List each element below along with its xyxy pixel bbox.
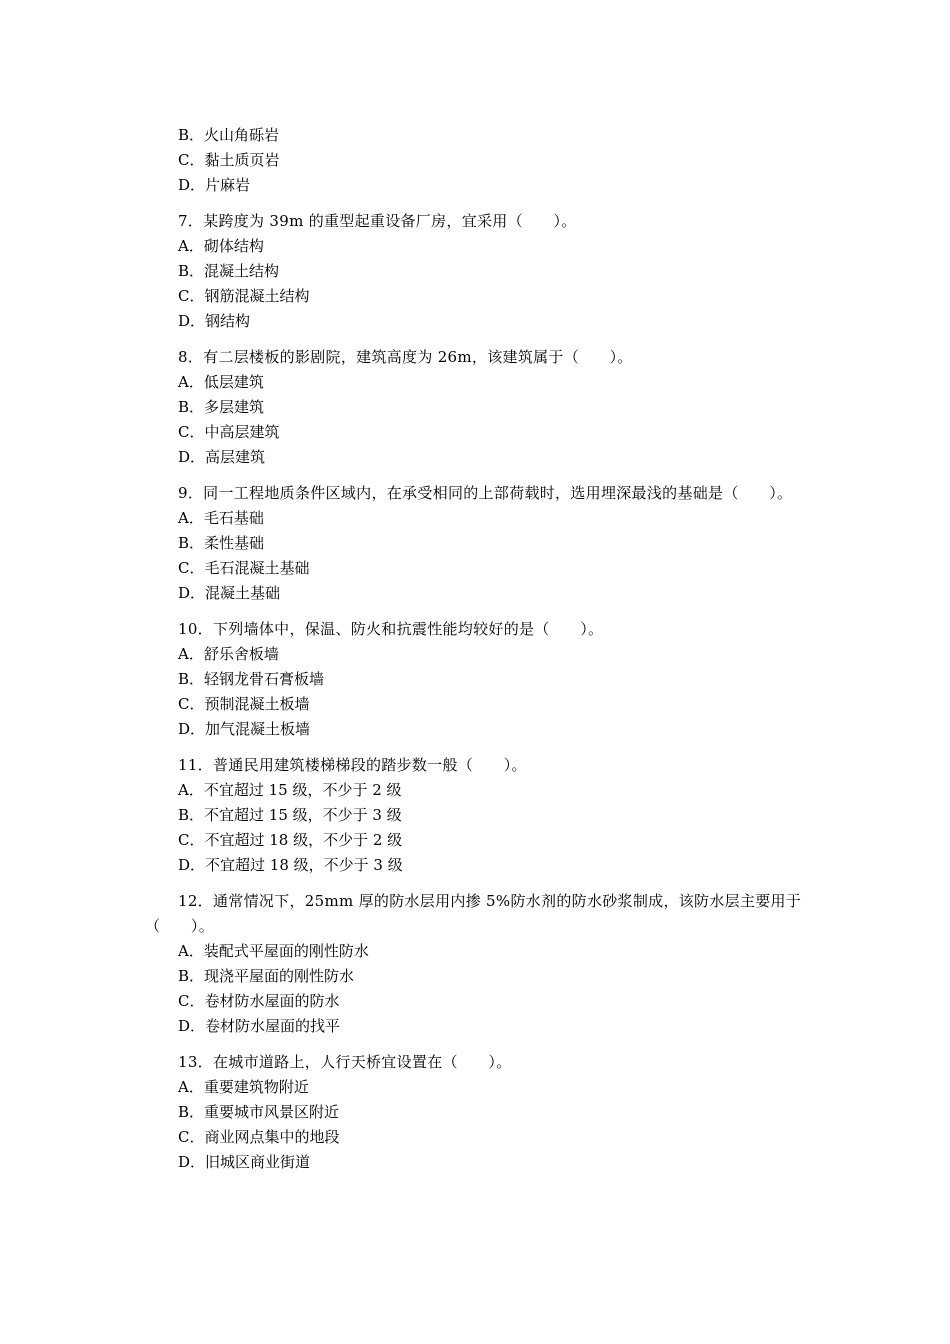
option-d: D．片麻岩 [178, 176, 251, 194]
option-d: D．钢结构 [178, 312, 251, 330]
option-c: C．中高层建筑 [178, 423, 280, 441]
option-c: C．预制混凝土板墙 [178, 695, 310, 713]
option-a: A．装配式平屋面的刚性防水 [178, 942, 369, 960]
question-stem: 8．有二层楼板的影剧院，建筑高度为 26m，该建筑属于（ ）。 [178, 348, 633, 366]
option-b: B．混凝土结构 [178, 262, 280, 280]
option-a: A．不宜超过 15 级，不少于 2 级 [178, 781, 402, 799]
option-d: D．卷材防水屋面的找平 [178, 1017, 341, 1035]
option-d: D．高层建筑 [178, 448, 266, 466]
option-d: D．加气混凝土板墙 [178, 720, 311, 738]
option-a: A．重要建筑物附近 [178, 1078, 309, 1096]
option-a: A．舒乐舍板墙 [178, 645, 279, 663]
question-11 [145, 753, 810, 878]
question-stem: 10．下列墙体中，保温、防火和抗震性能均较好的是（ ）。 [178, 620, 604, 638]
option-c: C．商业网点集中的地段 [178, 1128, 340, 1146]
question-7 [145, 209, 810, 334]
option-d: D．不宜超过 18 级，不少于 3 级 [178, 856, 403, 874]
option-a: A．毛石基础 [178, 509, 264, 527]
option-d: D．旧城区商业街道 [178, 1153, 311, 1171]
question-stem: 12．通常情况下，25mm 厚的防水层用内掺 5%防水剂的防水砂浆制成，该防水层主要用于（ ）。 [145, 892, 802, 935]
question-13 [145, 1050, 810, 1175]
option-b: B．多层建筑 [178, 398, 265, 416]
question-stem: 13．在城市道路上，人行天桥宜设置在（ ）。 [178, 1053, 512, 1071]
question-stem: 9．同一工程地质条件区域内，在承受相同的上部荷载时，选用埋深最浅的基础是（ ）。 [178, 484, 793, 502]
question-8 [145, 345, 810, 470]
option-d: D．混凝土基础 [178, 584, 281, 602]
leading-options [145, 123, 810, 198]
option-c: C．不宜超过 18 级，不少于 2 级 [178, 831, 403, 849]
option-b: B．不宜超过 15 级，不少于 3 级 [178, 806, 402, 824]
question-list [145, 123, 810, 1175]
option-b: B．火山角砾岩 [178, 126, 280, 144]
question-stem: 11．普通民用建筑楼梯梯段的踏步数一般（ ）。 [178, 756, 527, 774]
option-c: C．钢筋混凝土结构 [178, 287, 310, 305]
option-b: B．现浇平屋面的刚性防水 [178, 967, 355, 985]
option-a: A．砌体结构 [178, 237, 264, 255]
option-a: A．低层建筑 [178, 373, 264, 391]
question-12 [145, 889, 810, 1039]
option-b: B．轻钢龙骨石膏板墙 [178, 670, 325, 688]
option-b: B．重要城市风景区附近 [178, 1103, 340, 1121]
option-c: C．毛石混凝土基础 [178, 559, 310, 577]
option-c: C．卷材防水屋面的防水 [178, 992, 340, 1010]
question-stem: 7．某跨度为 39m 的重型起重设备厂房，宜采用（ ）。 [178, 212, 577, 230]
question-10 [145, 617, 810, 742]
option-b: B．柔性基础 [178, 534, 265, 552]
question-9 [145, 481, 810, 606]
option-c: C．黏土质页岩 [178, 151, 280, 169]
